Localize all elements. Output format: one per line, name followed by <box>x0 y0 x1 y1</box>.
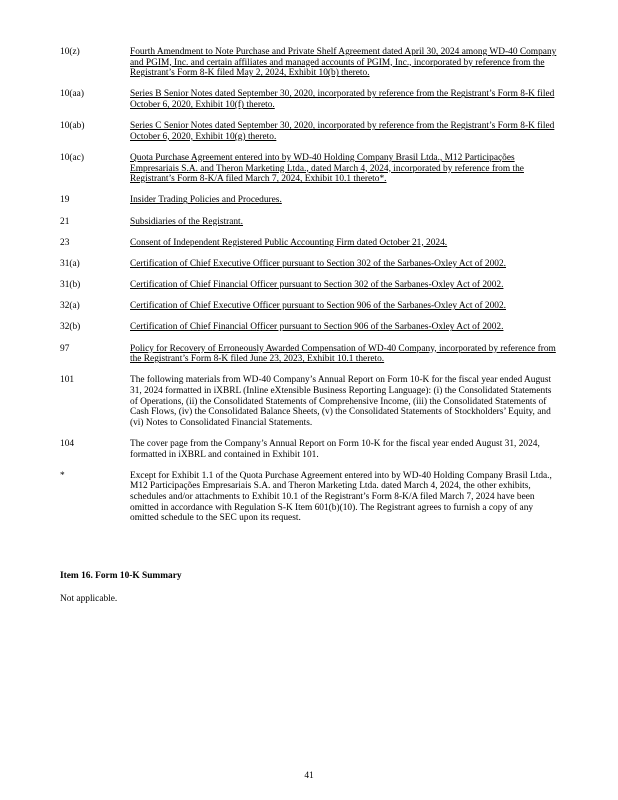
exhibit-number: 31(b) <box>60 280 81 291</box>
exhibit-link[interactable]: Series B Senior Notes dated September 30, 2020, incorporated by reference from the Registrant’s Form 8-K filed October 6, 2020, Exhibit 10(f) thereto. <box>130 89 555 110</box>
exhibit-number: 19 <box>60 195 70 206</box>
exhibit-number: 10(ab) <box>60 121 85 132</box>
item-16-heading: Item 16. Form 10-K Summary <box>60 571 182 581</box>
exhibit-link[interactable]: Consent of Independent Registered Public Accounting Firm dated October 21, 2024. <box>130 237 448 248</box>
exhibit-row <box>60 238 560 249</box>
exhibit-row <box>60 280 560 291</box>
exhibit-link[interactable]: Subsidiaries of the Registrant. <box>130 216 244 227</box>
footnote-row <box>60 471 560 524</box>
exhibit-link[interactable]: Insider Trading Policies and Procedures. <box>130 195 282 206</box>
exhibit-link[interactable]: Fourth Amendment to Note Purchase and Private Shelf Agreement dated April 30, 2024 among WD-40 Company and PGIM, Inc. and certain affiliates and managed accounts of PGIM, Inc., incorporated by reference from the Registrant’s Form 8-K filed May 2, 2024, Exhibit 10(b) thereto. <box>130 47 557 79</box>
exhibit-description: The cover page from the Company’s Annual Report on Form 10-K for the fiscal year ended August 31, 2024, formatted in iXBRL and contained in Exhibit 101. <box>130 438 540 460</box>
item-16-body: Not applicable. <box>60 594 118 604</box>
exhibit-link[interactable]: Quota Purchase Agreement entered into by WD-40 Holding Company Brasil Ltda., M12 Participações Empresariais S.A. and Theron Marketing Ltda., dated March 4, 2024, incorporated by reference from the Registrant’s Form 8-K/A filed March 7, 2024, Exhibit 10.1 thereto*. <box>130 152 524 185</box>
exhibit-row <box>60 439 560 460</box>
exhibit-number: 10(aa) <box>60 89 84 100</box>
exhibit-link[interactable]: Certification of Chief Financial Officer pursuant to Section 906 of the Sarbanes-Oxley Act of 2002. <box>130 322 504 333</box>
exhibit-row <box>60 375 560 428</box>
exhibit-number: 23 <box>60 237 70 248</box>
exhibit-number: 10(z) <box>60 47 80 57</box>
exhibit-row <box>60 301 560 312</box>
page-number: 41 <box>304 771 314 781</box>
exhibit-link[interactable]: Series C Senior Notes dated September 30, 2020, incorporated by reference from the Registrant’s Form 8-K filed October 6, 2020, Exhibit 10(g) thereto. <box>130 121 555 142</box>
exhibit-number: 97 <box>60 343 70 354</box>
exhibit-row <box>60 195 560 206</box>
exhibit-row <box>60 344 560 365</box>
exhibit-link[interactable]: Certification of Chief Executive Officer pursuant to Section 302 of the Sarbanes-Oxley Act of 2002. <box>130 258 507 269</box>
exhibit-row <box>60 121 560 142</box>
exhibit-number: 31(a) <box>60 258 80 269</box>
exhibit-row <box>60 153 560 185</box>
exhibit-number: 10(ac) <box>60 152 84 163</box>
exhibit-number: 101 <box>60 375 75 386</box>
exhibit-link[interactable]: Policy for Recovery of Erroneously Awarded Compensation of WD-40 Company, incorporated by reference from the Registrant’s Form 8-K filed June 23, 2023, Exhibit 10.1 thereto. <box>130 343 556 365</box>
exhibit-link[interactable]: Certification of Chief Executive Officer pursuant to Section 906 of the Sarbanes-Oxley Act of 2002. <box>130 301 507 312</box>
exhibit-row <box>60 217 560 228</box>
exhibit-number: 21 <box>60 216 70 227</box>
exhibit-row <box>60 89 560 110</box>
exhibit-number: 104 <box>60 438 75 449</box>
footnote-marker: * <box>60 470 65 481</box>
exhibit-number: 32(b) <box>60 322 81 333</box>
exhibit-description: The following materials from WD-40 Company’s Annual Report on Form 10-K for the fiscal year ended August 31, 2024 formatted in iXBRL (Inline eXtensible Business Reporting Language): (i) the Consolidated Statements of Operations, (ii) the Consolidated Statements of Comprehensive Income, (iii) the Consolidated Statements of Cash Flows, (iv) the Consolidated Balance Sheets, (v) the Consolidated Statements of Stockholders’ Equity, and (vi) Notes to Consolidated Financial Statements. <box>130 375 552 428</box>
exhibit-row <box>60 47 560 79</box>
exhibit-link[interactable]: Certification of Chief Financial Officer pursuant to Section 302 of the Sarbanes-Oxley Act of 2002. <box>130 280 504 291</box>
exhibit-number: 32(a) <box>60 301 80 312</box>
exhibit-list <box>60 47 560 534</box>
exhibit-row <box>60 259 560 270</box>
footnote-text: Except for Exhibit 1.1 of the Quota Purchase Agreement entered into by WD-40 Holding Company Brasil Ltda., M12 Participações Empresariais S.A. and Theron Marketing Ltda. dated March 4, 2024, the other exhibits, schedules and/or attachments to Exhibit 10.1 of the Registrant’s Form 8-K/A filed March 7, 2024 have been omitted in accordance with Regulation S-K Item 601(b)(10). The Registrant agrees to furnish a copy of any omitted schedule to the SEC upon its request. <box>130 470 552 524</box>
exhibit-row <box>60 322 560 333</box>
